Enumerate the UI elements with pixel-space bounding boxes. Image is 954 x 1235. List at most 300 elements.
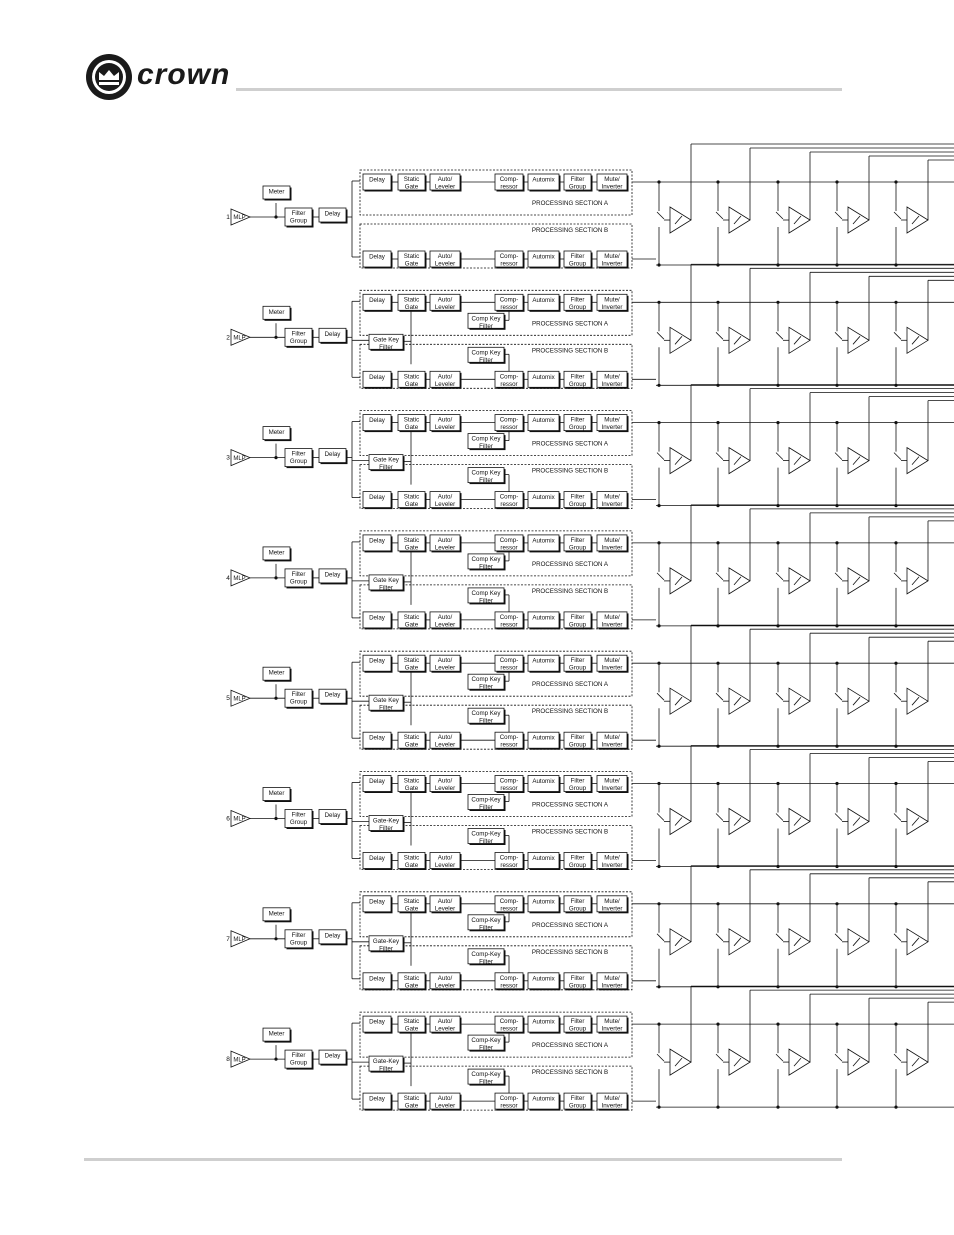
section-label: PROCESSING SECTION A <box>532 681 608 689</box>
meter-block-label: Meter <box>268 429 285 437</box>
delay-block-label: Delay <box>369 778 385 785</box>
auto-leveler-block-label: Auto/ <box>437 613 453 621</box>
mix-amp-2 <box>716 990 954 1109</box>
auto-leveler-block-label: Leveler <box>434 424 456 432</box>
comp-key-filter-block-label: Filter <box>479 958 493 966</box>
auto-leveler-block <box>430 371 462 389</box>
compressor-block-label: ressor <box>500 785 518 792</box>
automix-block-label: Automix <box>532 494 555 502</box>
switch-line <box>776 814 783 821</box>
filter-group-block <box>564 612 593 630</box>
input-delay-block <box>319 328 348 344</box>
meter-block <box>263 547 292 562</box>
mix-amp-4 <box>835 998 954 1109</box>
switch-line <box>657 332 664 339</box>
static-gate-block-label: Static <box>403 493 420 501</box>
mute-inverter-block-label: Inverter <box>601 982 623 990</box>
amplifier-triangle <box>670 1049 691 1075</box>
amplifier-triangle <box>670 688 691 714</box>
switch-line <box>716 453 723 460</box>
mute-inverter-block-label: Inverter <box>601 862 623 869</box>
mix-amp-5 <box>894 1002 954 1109</box>
filter-group-block-label: Group <box>289 458 308 466</box>
filter-group-block <box>564 732 593 750</box>
filter-group-block-label: Group <box>568 183 587 191</box>
filter-group-block-label: Group <box>289 939 308 947</box>
processing-section-a <box>360 411 656 456</box>
channel-2 <box>226 264 954 389</box>
comp-key-filter-block <box>468 829 506 846</box>
static-gate-block-label: Static <box>403 253 420 260</box>
switch-line <box>716 332 723 339</box>
filter-group-block-label: Filter <box>291 570 306 578</box>
automix-block-label: Automix <box>532 734 555 742</box>
filter-group-block-label: Filter <box>570 974 585 982</box>
mix-amp-2 <box>716 148 954 267</box>
channel-number: 2 <box>226 334 230 342</box>
auto-leveler-block <box>430 896 462 914</box>
delay-block <box>363 371 393 389</box>
gate-key-filter-block-label: Filter <box>379 343 393 351</box>
mute-inverter-block-label: Inverter <box>601 1025 623 1033</box>
automix-block <box>528 655 561 673</box>
automix-block-label: Automix <box>532 417 555 425</box>
auto-leveler-block <box>430 535 462 553</box>
auto-leveler-block-label: Leveler <box>434 785 456 792</box>
mlp-label: MLP <box>233 215 246 222</box>
mute-inverter-block-label: Mute/ <box>604 296 620 304</box>
static-gate-block <box>398 612 427 630</box>
switch-line <box>835 212 842 219</box>
comp-key-filter-block <box>468 313 506 330</box>
mute-inverter-block-label: Inverter <box>601 260 623 268</box>
automix-block <box>528 174 561 192</box>
filter-group-block-label: Group <box>289 1059 308 1067</box>
compressor-block-label: Comp- <box>499 657 519 665</box>
static-gate-block-label: Static <box>403 613 420 621</box>
input-delay-block <box>319 449 348 465</box>
gate-key-filter-block-label: Gate Key <box>373 336 399 344</box>
input-delay-block-label: Delay <box>324 210 341 218</box>
compressor-block <box>495 251 525 269</box>
comp-key-filter-block <box>468 468 506 485</box>
amplifier-triangle <box>789 688 810 714</box>
filter-group-block <box>564 853 593 871</box>
amplifier-triangle <box>789 929 810 955</box>
meter-block-label: Meter <box>268 549 285 557</box>
static-gate-block-label: Static <box>403 373 420 381</box>
filter-group-block-label: Group <box>289 578 308 586</box>
mlp-label: MLP <box>233 335 246 342</box>
filter-group-block-label: Filter <box>570 296 585 304</box>
compressor-block-label: ressor <box>500 260 518 268</box>
mute-inverter-block <box>597 174 629 192</box>
filter-group-block <box>564 294 593 312</box>
amplifier-triangle <box>789 568 810 594</box>
brand-wordmark: crown <box>137 58 231 91</box>
gate-key-filter-block-label: Filter <box>379 704 393 712</box>
switch-line <box>657 453 664 460</box>
switch-line <box>894 332 901 339</box>
meter-block <box>263 788 292 803</box>
filter-group-block-label: Group <box>289 337 308 345</box>
amplifier-triangle <box>729 809 750 835</box>
mlp-label: MLP <box>233 937 246 943</box>
mute-inverter-block-label: Mute/ <box>604 253 620 260</box>
static-gate-block-label: Gate <box>404 1025 419 1033</box>
mlp-label: MLP <box>233 816 246 823</box>
mute-inverter-block-label: Mute/ <box>604 613 620 621</box>
comp-key-filter-block <box>468 949 506 966</box>
input-delay-block <box>319 569 348 585</box>
delay-block-label: Delay <box>369 1095 385 1103</box>
mix-amp-2 <box>716 268 954 387</box>
mix-amp-4 <box>835 517 954 628</box>
filter-group-block-label: Filter <box>570 536 585 544</box>
automix-block-label: Automix <box>532 1095 555 1103</box>
section-label: PROCESSING SECTION A <box>532 921 608 929</box>
input-delay-block-label: Delay <box>324 451 341 459</box>
filter-group-block-label: Filter <box>570 416 585 424</box>
static-gate-block-label: Gate <box>404 260 419 268</box>
compressor-block <box>495 1016 525 1034</box>
amplifier-triangle <box>907 929 928 955</box>
amplifier-triangle <box>907 207 928 233</box>
compressor-block <box>495 655 525 673</box>
static-gate-block-label: Gate <box>404 303 419 311</box>
filter-group-block <box>564 1016 593 1034</box>
switch-line <box>835 332 842 339</box>
automix-block <box>528 853 561 871</box>
filter-group-block-label: Group <box>568 1102 587 1110</box>
switch-line <box>835 453 842 460</box>
automix-block <box>528 973 561 991</box>
amplifier-triangle <box>907 568 928 594</box>
filter-group-block <box>564 415 593 433</box>
auto-leveler-block-label: Auto/ <box>437 176 453 183</box>
auto-leveler-block-label: Leveler <box>434 1102 456 1110</box>
auto-leveler-block-label: Leveler <box>434 303 456 311</box>
mute-inverter-block <box>597 492 629 510</box>
automix-block-label: Automix <box>532 975 555 983</box>
filter-group-block <box>564 896 593 914</box>
compressor-block-label: Comp- <box>499 1095 519 1103</box>
comp-key-filter-block <box>468 674 506 691</box>
comp-key-filter-block-label: Filter <box>479 838 493 845</box>
switch-line <box>776 453 783 460</box>
processing-section-a <box>360 772 656 817</box>
static-gate-block <box>398 415 427 433</box>
filter-group-block <box>285 810 314 830</box>
amplifier-triangle <box>848 688 869 714</box>
filter-group-block-label: Group <box>568 741 587 749</box>
static-gate-block-label: Gate <box>404 741 419 749</box>
comp-key-filter-block-label: Comp-Key <box>471 796 501 804</box>
amplifier-triangle <box>729 1049 750 1075</box>
compressor-block-label: ressor <box>500 544 518 552</box>
comp-key-filter-block-label: Filter <box>479 683 493 691</box>
meter-block-label: Meter <box>268 669 285 677</box>
processing-section-b <box>360 705 656 750</box>
mute-inverter-block-label: Inverter <box>601 380 623 388</box>
switch-line <box>776 1054 783 1061</box>
compressor-block-label: Comp- <box>499 296 519 304</box>
filter-group-block-label: Filter <box>570 373 585 381</box>
delay-block-label: Delay <box>369 1018 385 1026</box>
static-gate-block-label: Gate <box>404 621 419 629</box>
static-gate-block <box>398 973 427 991</box>
filter-group-block <box>285 930 314 950</box>
mute-inverter-block-label: Inverter <box>601 544 623 552</box>
auto-leveler-block <box>430 492 462 510</box>
delay-block <box>363 776 393 794</box>
compressor-block-label: ressor <box>500 303 518 311</box>
amplifier-triangle <box>670 207 691 233</box>
channel-number: 5 <box>226 695 230 703</box>
amplifier-triangle <box>670 327 691 353</box>
delay-block <box>363 294 393 312</box>
gate-key-filter-block-label: Filter <box>379 584 393 592</box>
auto-leveler-block <box>430 655 462 673</box>
compressor-block-label: ressor <box>500 424 518 432</box>
filter-group-block-label: Filter <box>570 657 585 665</box>
compressor-block-label: ressor <box>500 741 518 749</box>
compressor-block-label: ressor <box>500 862 518 869</box>
switch-line <box>894 212 901 219</box>
section-label: PROCESSING SECTION B <box>531 347 609 355</box>
delay-block-label: Delay <box>369 614 385 622</box>
switch-line <box>657 212 664 219</box>
delay-block <box>363 174 393 192</box>
gate-key-filter-block <box>369 936 405 953</box>
switch-line <box>894 934 901 941</box>
channel-3 <box>226 385 954 510</box>
mute-inverter-block-label: Mute/ <box>604 373 620 381</box>
processing-section-b <box>360 344 656 389</box>
switch-line <box>776 693 783 700</box>
section-label: PROCESSING SECTION B <box>531 828 609 836</box>
amplifier-triangle <box>789 207 810 233</box>
switch-line <box>835 573 842 580</box>
mute-inverter-block <box>597 1016 629 1034</box>
amplifier-triangle <box>848 327 869 353</box>
compressor-block <box>495 853 525 871</box>
compressor-block <box>495 415 525 433</box>
filter-group-block-label: Group <box>568 982 587 990</box>
filter-group-block <box>285 328 314 348</box>
processing-section-a <box>360 290 656 335</box>
compressor-block-label: Comp- <box>499 734 519 742</box>
delay-block <box>363 492 393 510</box>
mix-amp-3 <box>776 513 954 628</box>
comp-key-filter-block-label: Filter <box>479 322 493 330</box>
amplifier-triangle <box>789 327 810 353</box>
static-gate-block-label: Static <box>403 416 420 424</box>
gate-key-filter-block-label: Gate-Key <box>372 817 400 825</box>
amplifier-triangle <box>907 809 928 835</box>
auto-leveler-block-label: Leveler <box>434 1025 456 1033</box>
static-gate-block <box>398 294 427 312</box>
mix-amp-2 <box>716 389 954 508</box>
delay-block <box>363 1093 393 1111</box>
compressor-block-label: ressor <box>500 183 518 191</box>
filter-group-block-label: Filter <box>570 176 585 183</box>
comp-key-filter-block-label: Comp-Key <box>471 950 501 958</box>
mute-inverter-block <box>597 535 629 553</box>
mute-inverter-block-label: Mute/ <box>604 854 620 862</box>
compressor-block-label: ressor <box>500 501 518 509</box>
mix-amp-4 <box>835 878 954 989</box>
amplifier-triangle <box>789 809 810 835</box>
mute-inverter-block <box>597 612 629 630</box>
gate-key-filter-block <box>369 695 405 712</box>
amplifier-triangle <box>670 929 691 955</box>
channel-6 <box>226 746 954 871</box>
filter-group-block-label: Filter <box>291 1052 306 1060</box>
filter-group-block-label: Group <box>568 424 587 432</box>
auto-leveler-block-label: Auto/ <box>437 974 453 982</box>
mute-inverter-block-label: Mute/ <box>604 657 620 665</box>
auto-leveler-block <box>430 853 462 871</box>
auto-leveler-block-label: Leveler <box>434 741 456 749</box>
mix-amp-5 <box>894 160 954 267</box>
gate-key-filter-block-label: Gate Key <box>373 697 399 705</box>
compressor-block-label: Comp- <box>499 493 519 501</box>
filter-group-block <box>285 208 314 228</box>
mute-inverter-block-label: Inverter <box>601 183 623 191</box>
processing-section-a <box>360 531 656 576</box>
auto-leveler-block-label: Auto/ <box>437 657 453 665</box>
auto-leveler-block <box>430 1016 462 1034</box>
meter-block-label: Meter <box>268 1030 285 1038</box>
mute-inverter-block-label: Mute/ <box>604 1018 620 1026</box>
filter-group-block-label: Group <box>568 785 587 792</box>
channel-7 <box>226 866 954 991</box>
static-gate-block <box>398 1093 427 1111</box>
switch-line <box>657 934 664 941</box>
compressor-block-label: Comp- <box>499 613 519 621</box>
section-label: PROCESSING SECTION A <box>532 200 608 207</box>
delay-block-label: Delay <box>369 898 385 906</box>
mute-inverter-block-label: Mute/ <box>604 536 620 544</box>
static-gate-block <box>398 1016 427 1034</box>
comp-key-filter-block <box>468 1069 506 1086</box>
automix-block <box>528 776 561 794</box>
auto-leveler-block <box>430 732 462 750</box>
comp-key-filter-block-label: Comp-Key <box>471 1071 501 1079</box>
comp-key-filter-block <box>468 708 506 725</box>
auto-leveler-block-label: Leveler <box>434 905 456 913</box>
channel-4 <box>226 505 954 630</box>
switch-line <box>716 814 723 821</box>
switch-line <box>894 814 901 821</box>
filter-group-block-label: Group <box>289 217 308 225</box>
comp-key-filter-block-label: Filter <box>479 477 493 485</box>
auto-leveler-block-label: Auto/ <box>437 734 453 742</box>
mix-amp-1 <box>657 625 954 748</box>
automix-block-label: Automix <box>532 778 555 785</box>
mute-inverter-block <box>597 973 629 991</box>
compressor-block <box>495 1093 525 1111</box>
comp-key-filter-block-label: Comp Key <box>471 469 501 477</box>
amplifier-triangle <box>848 809 869 835</box>
filter-group-block-label: Group <box>568 1025 587 1033</box>
mute-inverter-block-label: Mute/ <box>604 176 620 183</box>
filter-group-block-label: Group <box>568 260 587 268</box>
compressor-block-label: Comp- <box>499 974 519 982</box>
filter-group-block-label: Filter <box>570 734 585 742</box>
automix-block-label: Automix <box>532 855 555 862</box>
input-delay-block <box>319 810 348 826</box>
switch-line <box>657 693 664 700</box>
mute-inverter-block-label: Mute/ <box>604 974 620 982</box>
mix-amp-5 <box>894 280 954 387</box>
mix-amp-4 <box>835 156 954 267</box>
compressor-block <box>495 174 525 192</box>
comp-key-filter-block <box>468 1035 506 1052</box>
auto-leveler-block-label: Leveler <box>434 862 456 869</box>
mute-inverter-block-label: Inverter <box>601 501 623 509</box>
mix-amp-3 <box>776 994 954 1109</box>
comp-key-filter-block <box>468 795 506 812</box>
switch-line <box>657 573 664 580</box>
static-gate-block <box>398 535 427 553</box>
delay-block <box>363 535 393 553</box>
compressor-block-label: ressor <box>500 664 518 672</box>
static-gate-block-label: Gate <box>404 183 419 191</box>
static-gate-block-label: Static <box>403 536 420 544</box>
amplifier-triangle <box>907 1049 928 1075</box>
mute-inverter-block-label: Inverter <box>601 905 623 913</box>
comp-key-filter-block-label: Filter <box>479 1044 493 1052</box>
input-delay-block-label: Delay <box>324 330 341 338</box>
auto-leveler-block <box>430 251 462 269</box>
static-gate-block-label: Gate <box>404 544 419 552</box>
processing-section-b <box>360 946 656 991</box>
switch-line <box>835 693 842 700</box>
mute-inverter-block-label: Inverter <box>601 664 623 672</box>
auto-leveler-block <box>430 174 462 192</box>
delay-block-label: Delay <box>369 537 385 545</box>
amplifier-triangle <box>848 1049 869 1075</box>
processing-section-b <box>360 1066 656 1111</box>
automix-block <box>528 612 561 630</box>
filter-group-block-label: Group <box>568 905 587 913</box>
amplifier-triangle <box>848 448 869 474</box>
comp-key-filter-block-label: Filter <box>479 717 493 725</box>
meter-block-label: Meter <box>268 910 285 918</box>
static-gate-block <box>398 776 427 794</box>
compressor-block-label: ressor <box>500 1102 518 1110</box>
mix-amp-1 <box>657 505 954 628</box>
delay-block <box>363 853 393 871</box>
filter-group-block-label: Filter <box>291 811 306 819</box>
gate-key-filter-block-label: Gate-Key <box>372 937 400 945</box>
switch-line <box>894 693 901 700</box>
switch-line <box>894 573 901 580</box>
mute-inverter-block <box>597 371 629 389</box>
automix-block-label: Automix <box>532 373 555 381</box>
mute-inverter-block-label: Mute/ <box>604 897 620 905</box>
automix-block-label: Automix <box>532 537 555 545</box>
filter-group-block-label: Group <box>568 501 587 509</box>
compressor-block-label: Comp- <box>499 777 519 785</box>
mute-inverter-block-label: Mute/ <box>604 777 620 785</box>
compressor-block-label: Comp- <box>499 176 519 183</box>
compressor-block-label: ressor <box>500 982 518 990</box>
automix-block <box>528 371 561 389</box>
amplifier-triangle <box>670 809 691 835</box>
